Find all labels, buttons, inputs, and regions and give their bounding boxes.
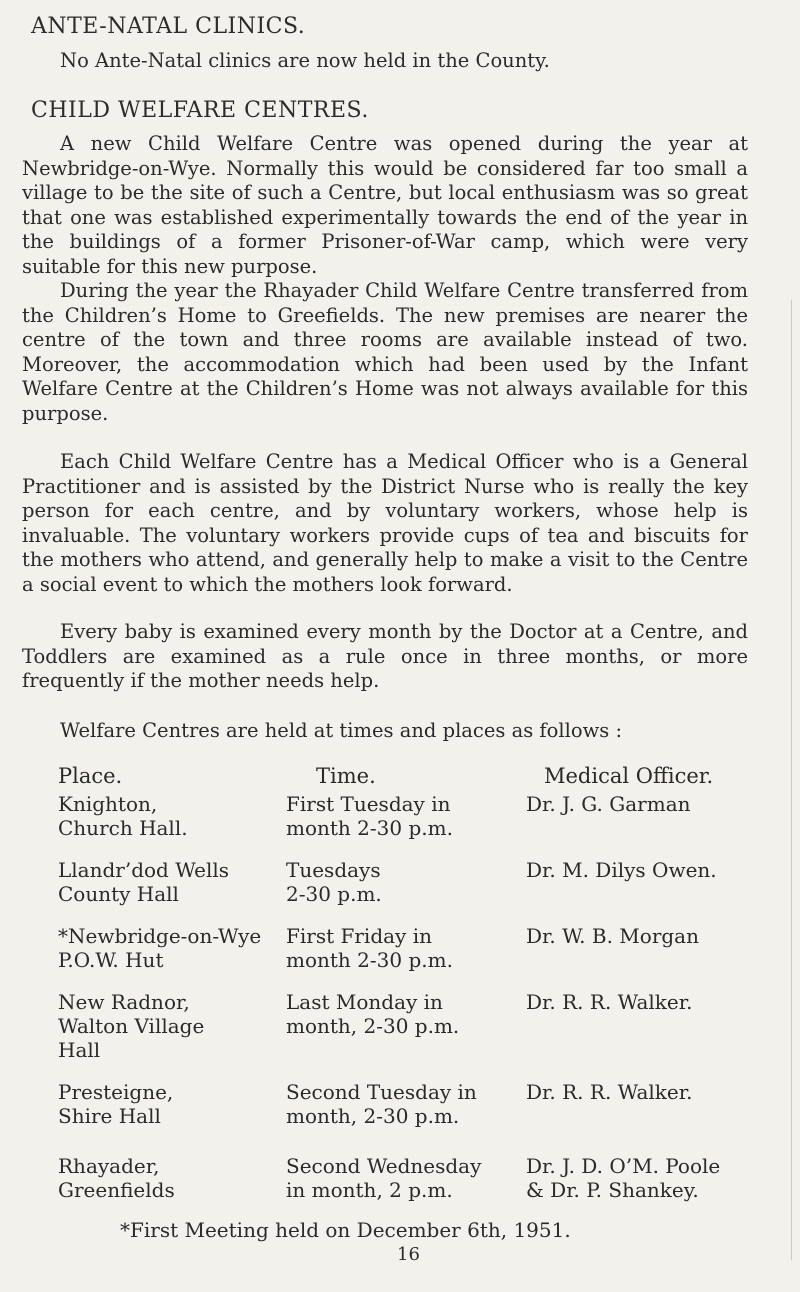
column-header-medical-officer: Medical Officer. <box>544 764 714 788</box>
place-cell: New Radnor, Walton Village Hall <box>58 990 205 1062</box>
time-cell: First Tuesday in month 2-30 p.m. <box>286 792 453 840</box>
page-edge-line <box>791 300 792 1260</box>
place-cell: Rhayader, Greenfields <box>58 1154 175 1202</box>
antenatal-text: No Ante-Natal clinics are now held in the County. <box>60 49 550 72</box>
place-cell: Presteigne, Shire Hall <box>58 1080 174 1128</box>
column-header-time: Time. <box>316 764 376 788</box>
column-header-place: Place. <box>58 764 123 788</box>
time-cell: First Friday in month 2-30 p.m. <box>286 924 453 972</box>
medical-officer-cell: Dr. W. B. Morgan <box>526 924 699 948</box>
medical-officer-cell: Dr. J. D. O’M. Poole & Dr. P. Shankey. <box>526 1154 721 1202</box>
footnote: *First Meeting held on December 6th, 1951. <box>120 1218 571 1242</box>
place-cell: *Newbridge-on-Wye P.O.W. Hut <box>58 924 262 972</box>
page-number: 16 <box>397 1244 420 1265</box>
time-cell: Last Monday in month, 2-30 p.m. <box>286 990 460 1038</box>
medical-officer-cell: Dr. R. R. Walker. <box>526 990 693 1014</box>
antenatal-heading: ANTE-NATAL CLINICS. <box>31 14 306 39</box>
medical-officer-cell: Dr. M. Dilys Owen. <box>526 858 717 882</box>
place-cell: Llandr’dod Wells County Hall <box>58 858 230 906</box>
medical-officer-cell: Dr. R. R. Walker. <box>526 1080 693 1104</box>
paragraph-examinations: Every baby is examined every month by the Doctor at a Centre, and Toddlers are examined as a rule once in three months, or more frequently if the mother needs help. <box>22 620 748 693</box>
time-cell: Second Wednesday in month, 2 p.m. <box>286 1154 482 1202</box>
time-cell: Second Tuesday in month, 2-30 p.m. <box>286 1080 477 1128</box>
place-cell: Knighton, Church Hall. <box>58 792 188 840</box>
paragraph-rhayader-transfer: During the year the Rhayader Child Welfare Centre transferred from the Children’s Home to Greefields. The new premises are nearer the centre of the town and three rooms are available instead of two. Moreover, the accommodation which had been used by the Infant Welfare Centre at the Children’s Home was not always available for this purpose. <box>22 279 748 425</box>
time-cell: Tuesdays 2-30 p.m. <box>286 858 382 906</box>
paragraph-schedule-intro: Welfare Centres are held at times and places as follows : <box>60 719 623 742</box>
medical-officer-cell: Dr. J. G. Garman <box>526 792 691 816</box>
paragraph-medical-officer: Each Child Welfare Centre has a Medical Officer who is a General Practitioner and is assisted by the District Nurse who is really the key person for each centre, and by voluntary workers, whose help is invaluable. The voluntary workers provide cups of tea and biscuits for the mothers who attend, and generally help to make a visit to the Centre a social event to which the mothers look forward. <box>22 450 748 596</box>
child-welfare-heading: CHILD WELFARE CENTRES. <box>31 98 369 123</box>
paragraph-new-centre: A new Child Welfare Centre was opened during the year at Newbridge-on-Wye. Normally this would be considered far too small a village to be the site of such a Centre, but local enthusiasm was so great that one was established experimentally towards the end of the year in the buildings of a former Prisoner-of-War camp, which were very suitable for this new purpose. <box>22 132 748 278</box>
